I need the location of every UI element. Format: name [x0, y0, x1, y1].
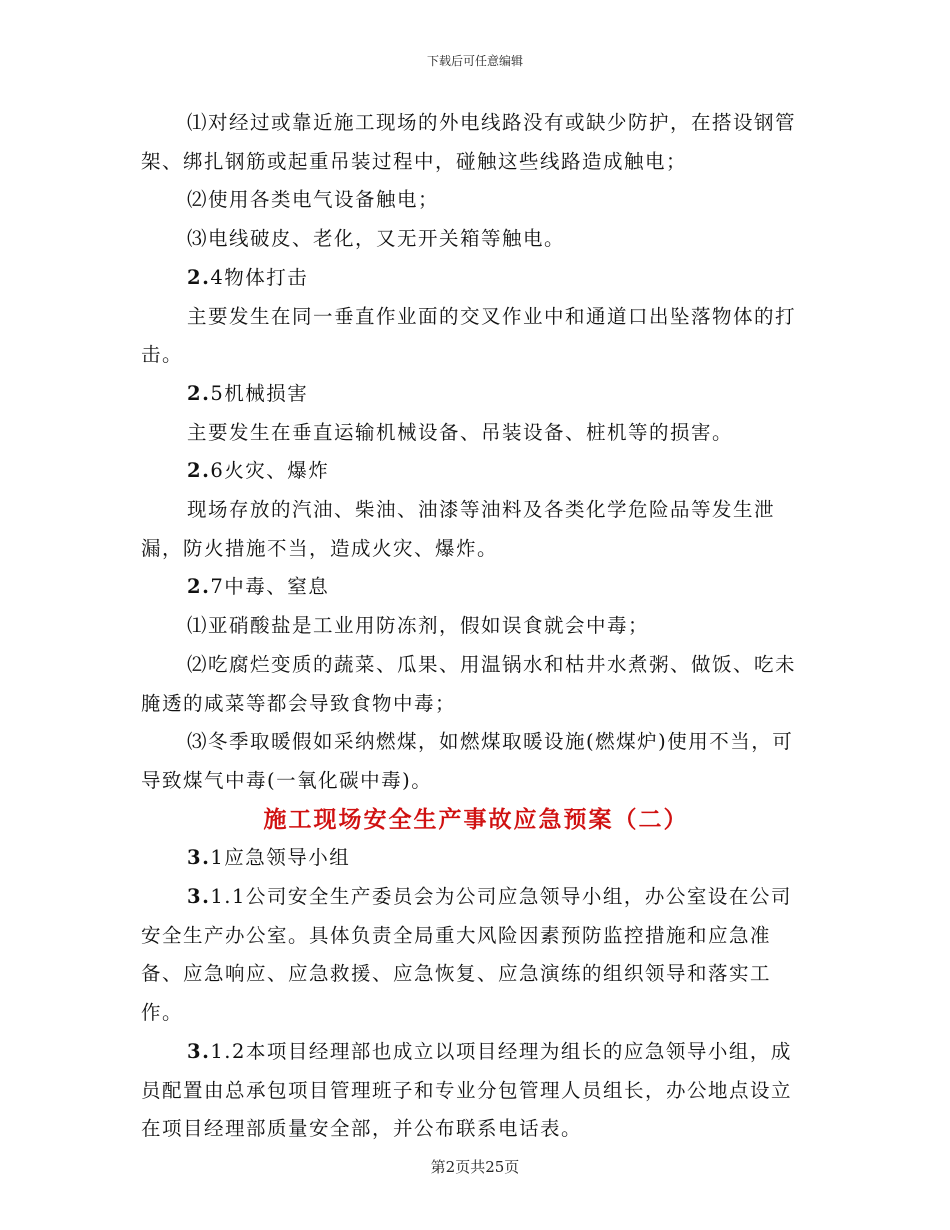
subheading: 2.7中毒、窒息 — [187, 575, 330, 599]
paragraph: 现场存放的汽油、柴油、油漆等油料及各类化学危险品等发生泄漏，防火措施不当，造成火灾、爆炸。 — [141, 498, 776, 560]
section-title: 施工现场安全生产事故应急预案（二） — [263, 805, 689, 833]
subheading: 3.1应急领导小组 — [187, 846, 351, 870]
paragraph: ⑶电线破皮、老化，又无开关箱等触电。 — [187, 227, 566, 251]
paragraph: ⑴对经过或靠近施工现场的外电线路没有或缺少防护，在搭设钢管架、绑扎钢筋或起重吊装过程中，碰触这些线路造成触电； — [141, 111, 797, 173]
page-number: 第2页共25页 — [430, 1158, 520, 1176]
paragraph: ⑵吃腐烂变质的蔬菜、瓜果、用温锅水和枯井水煮粥、做饭、吃未腌透的咸菜等都会导致食物中毒； — [141, 652, 797, 715]
paragraph: 主要发生在垂直运输机械设备、吊装设备、桩机等的损害。 — [187, 420, 734, 444]
paragraph: 主要发生在同一垂直作业面的交叉作业中和通道口出坠落物体的打击。 — [141, 304, 797, 367]
document-body — [141, 104, 811, 1149]
subheading: 2.5机械损害 — [187, 381, 309, 405]
paragraph: 3.1.1公司安全生产委员会为公司应急领导小组，办公室设在公司安全生产办公室。具体负责全局重大风险因素预防监控措施和应急准备、应急响应、应急救援、应急恢复、应急演练的组织领导和落实工作。 — [141, 885, 792, 1025]
paragraph: ⑵使用各类电气设备触电； — [187, 188, 440, 212]
paragraph: ⑶冬季取暖假如采纳燃煤，如燃煤取暖设施(燃煤炉)使用不当，可导致煤气中毒(一氧化碳中毒)。 — [141, 730, 794, 792]
paragraph: 3.1.2本项目经理部也成立以项目经理为组长的应急领导小组，成员配置由总承包项目管理班子和专业分包管理人员组长，办公地点设立在项目经理部质量安全部，并公布联系电话表。 — [141, 1039, 793, 1141]
subheading: 2.6火灾、爆炸 — [187, 459, 330, 483]
subheading: 2.4物体打击 — [187, 265, 309, 289]
paragraph: ⑴亚硝酸盐是工业用防冻剂，假如误食就会中毒； — [187, 614, 650, 638]
page-header-note: 下载后可任意编辑 — [426, 54, 523, 68]
